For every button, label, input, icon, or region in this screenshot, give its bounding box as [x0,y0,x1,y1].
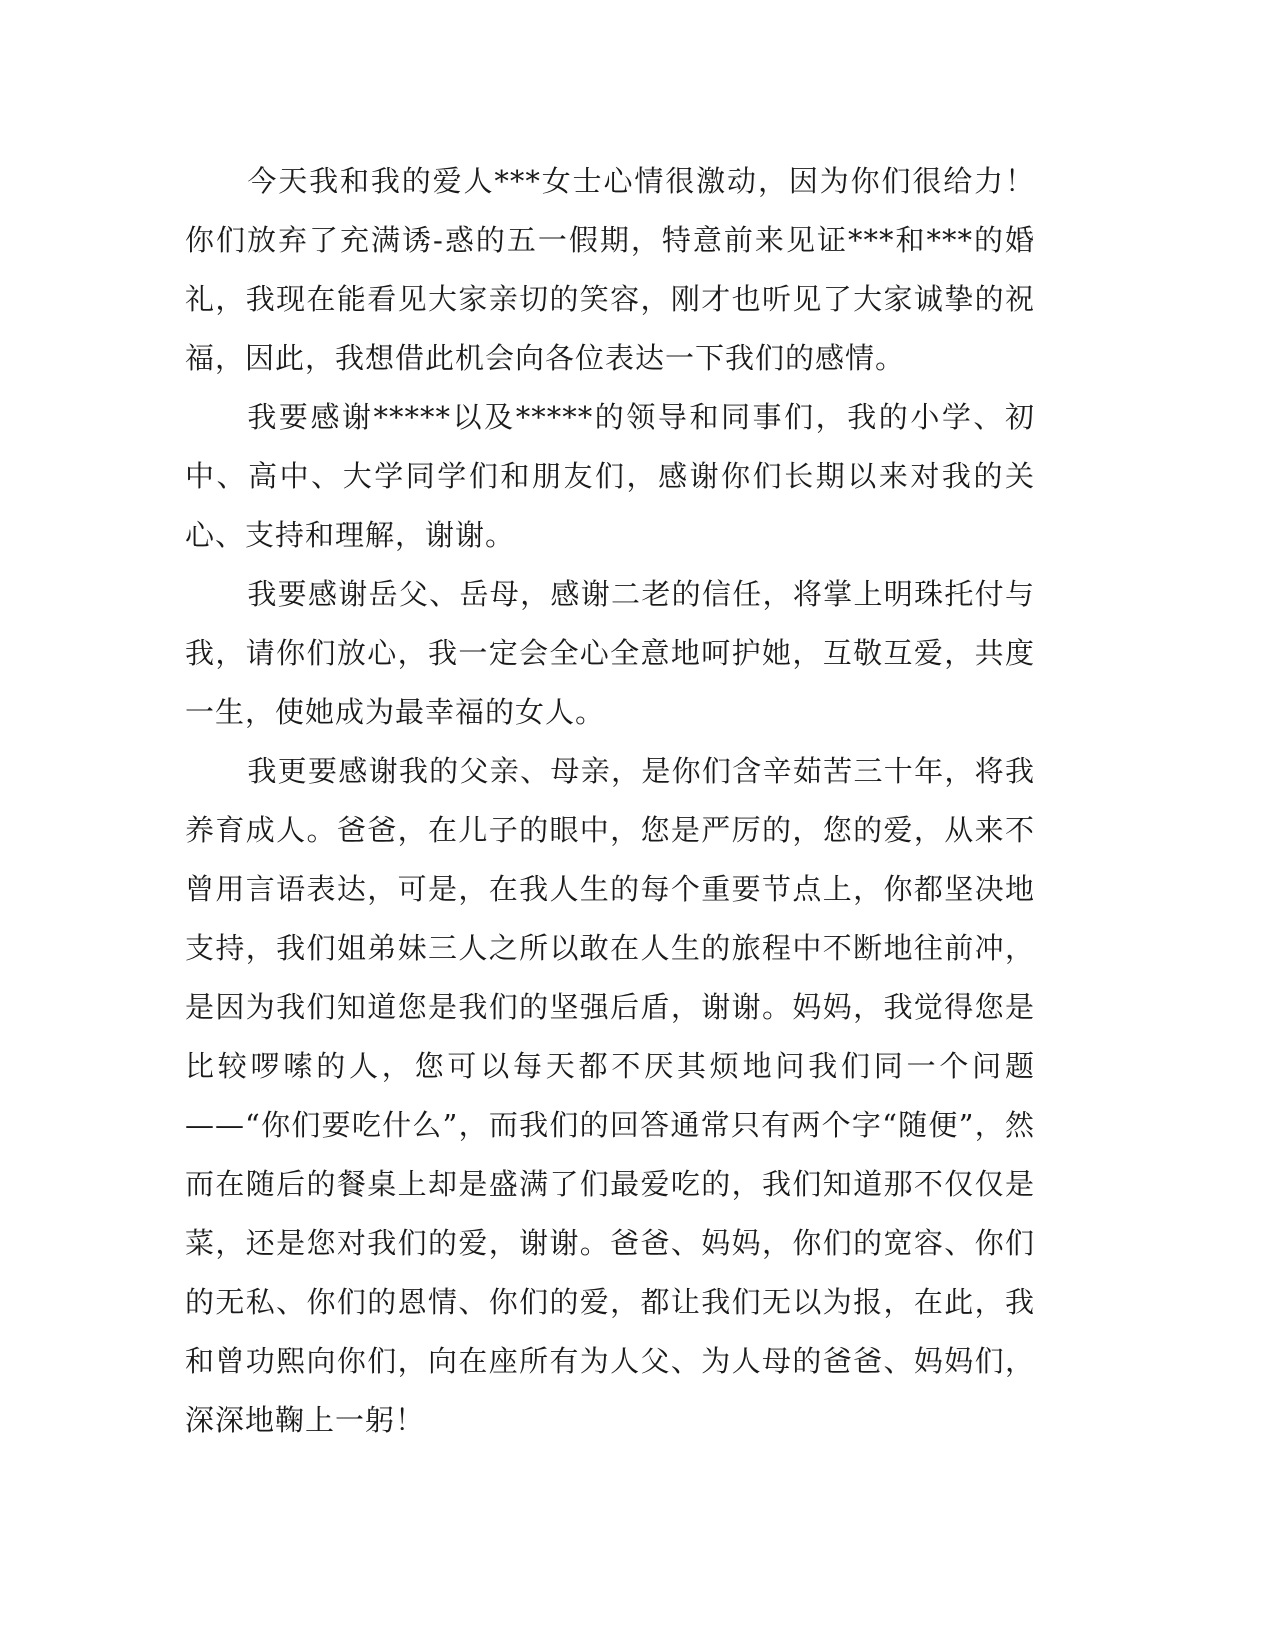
document-body [185,152,1035,1450]
paragraph-thanks-colleagues: 我要感谢*****以及*****的领导和同事们，我的小学、初中、高中、大学同学们和朋友们，感谢你们长期以来对我的关心、支持和理解，谢谢。 [185,400,1035,552]
paragraph-thanks-in-laws: 我要感谢岳父、岳母，感谢二老的信任，将掌上明珠托付与我，请你们放心，我一定会全心全意地呵护她，互敬互爱，共度一生，使她成为最幸福的女人。 [185,577,1035,729]
paragraph-thanks-parents: 我更要感谢我的父亲、母亲，是你们含辛茹苦三十年，将我养育成人。爸爸，在儿子的眼中，您是严厉的，您的爱，从来不曾用言语表达，可是，在我人生的每个重要节点上，你都坚决地支持，我们姐弟妹三人之所以敢在人生的旅程中不断地往前冲，是因为我们知道您是我们的坚强后盾，谢谢。妈妈，我觉得您是比较啰嗦的人，您可以每天都不厌其烦地问我们同一个问题——“你们要吃什么”，而我们的回答通常只有两个字“随便”，然而在随后的餐桌上却是盛满了们最爱吃的，我们知道那不仅仅是菜，还是您对我们的爱，谢谢。爸爸、妈妈，你们的宽容、你们的无私、你们的恩情、你们的爱，都让我们无以为报，在此，我和曾功熙向你们，向在座所有为人父、为人母的爸爸、妈妈们，深深地鞠上一躬！ [185,754,1035,1437]
paragraph-intro: 今天我和我的爱人***女士心情很激动，因为你们很给力！你们放弃了充满诱-惑的五一假期，特意前来见证***和***的婚礼，我现在能看见大家亲切的笑容，刚才也听见了大家诚挚的祝福，因此，我想借此机会向各位表达一下我们的感情。 [185,164,1035,375]
